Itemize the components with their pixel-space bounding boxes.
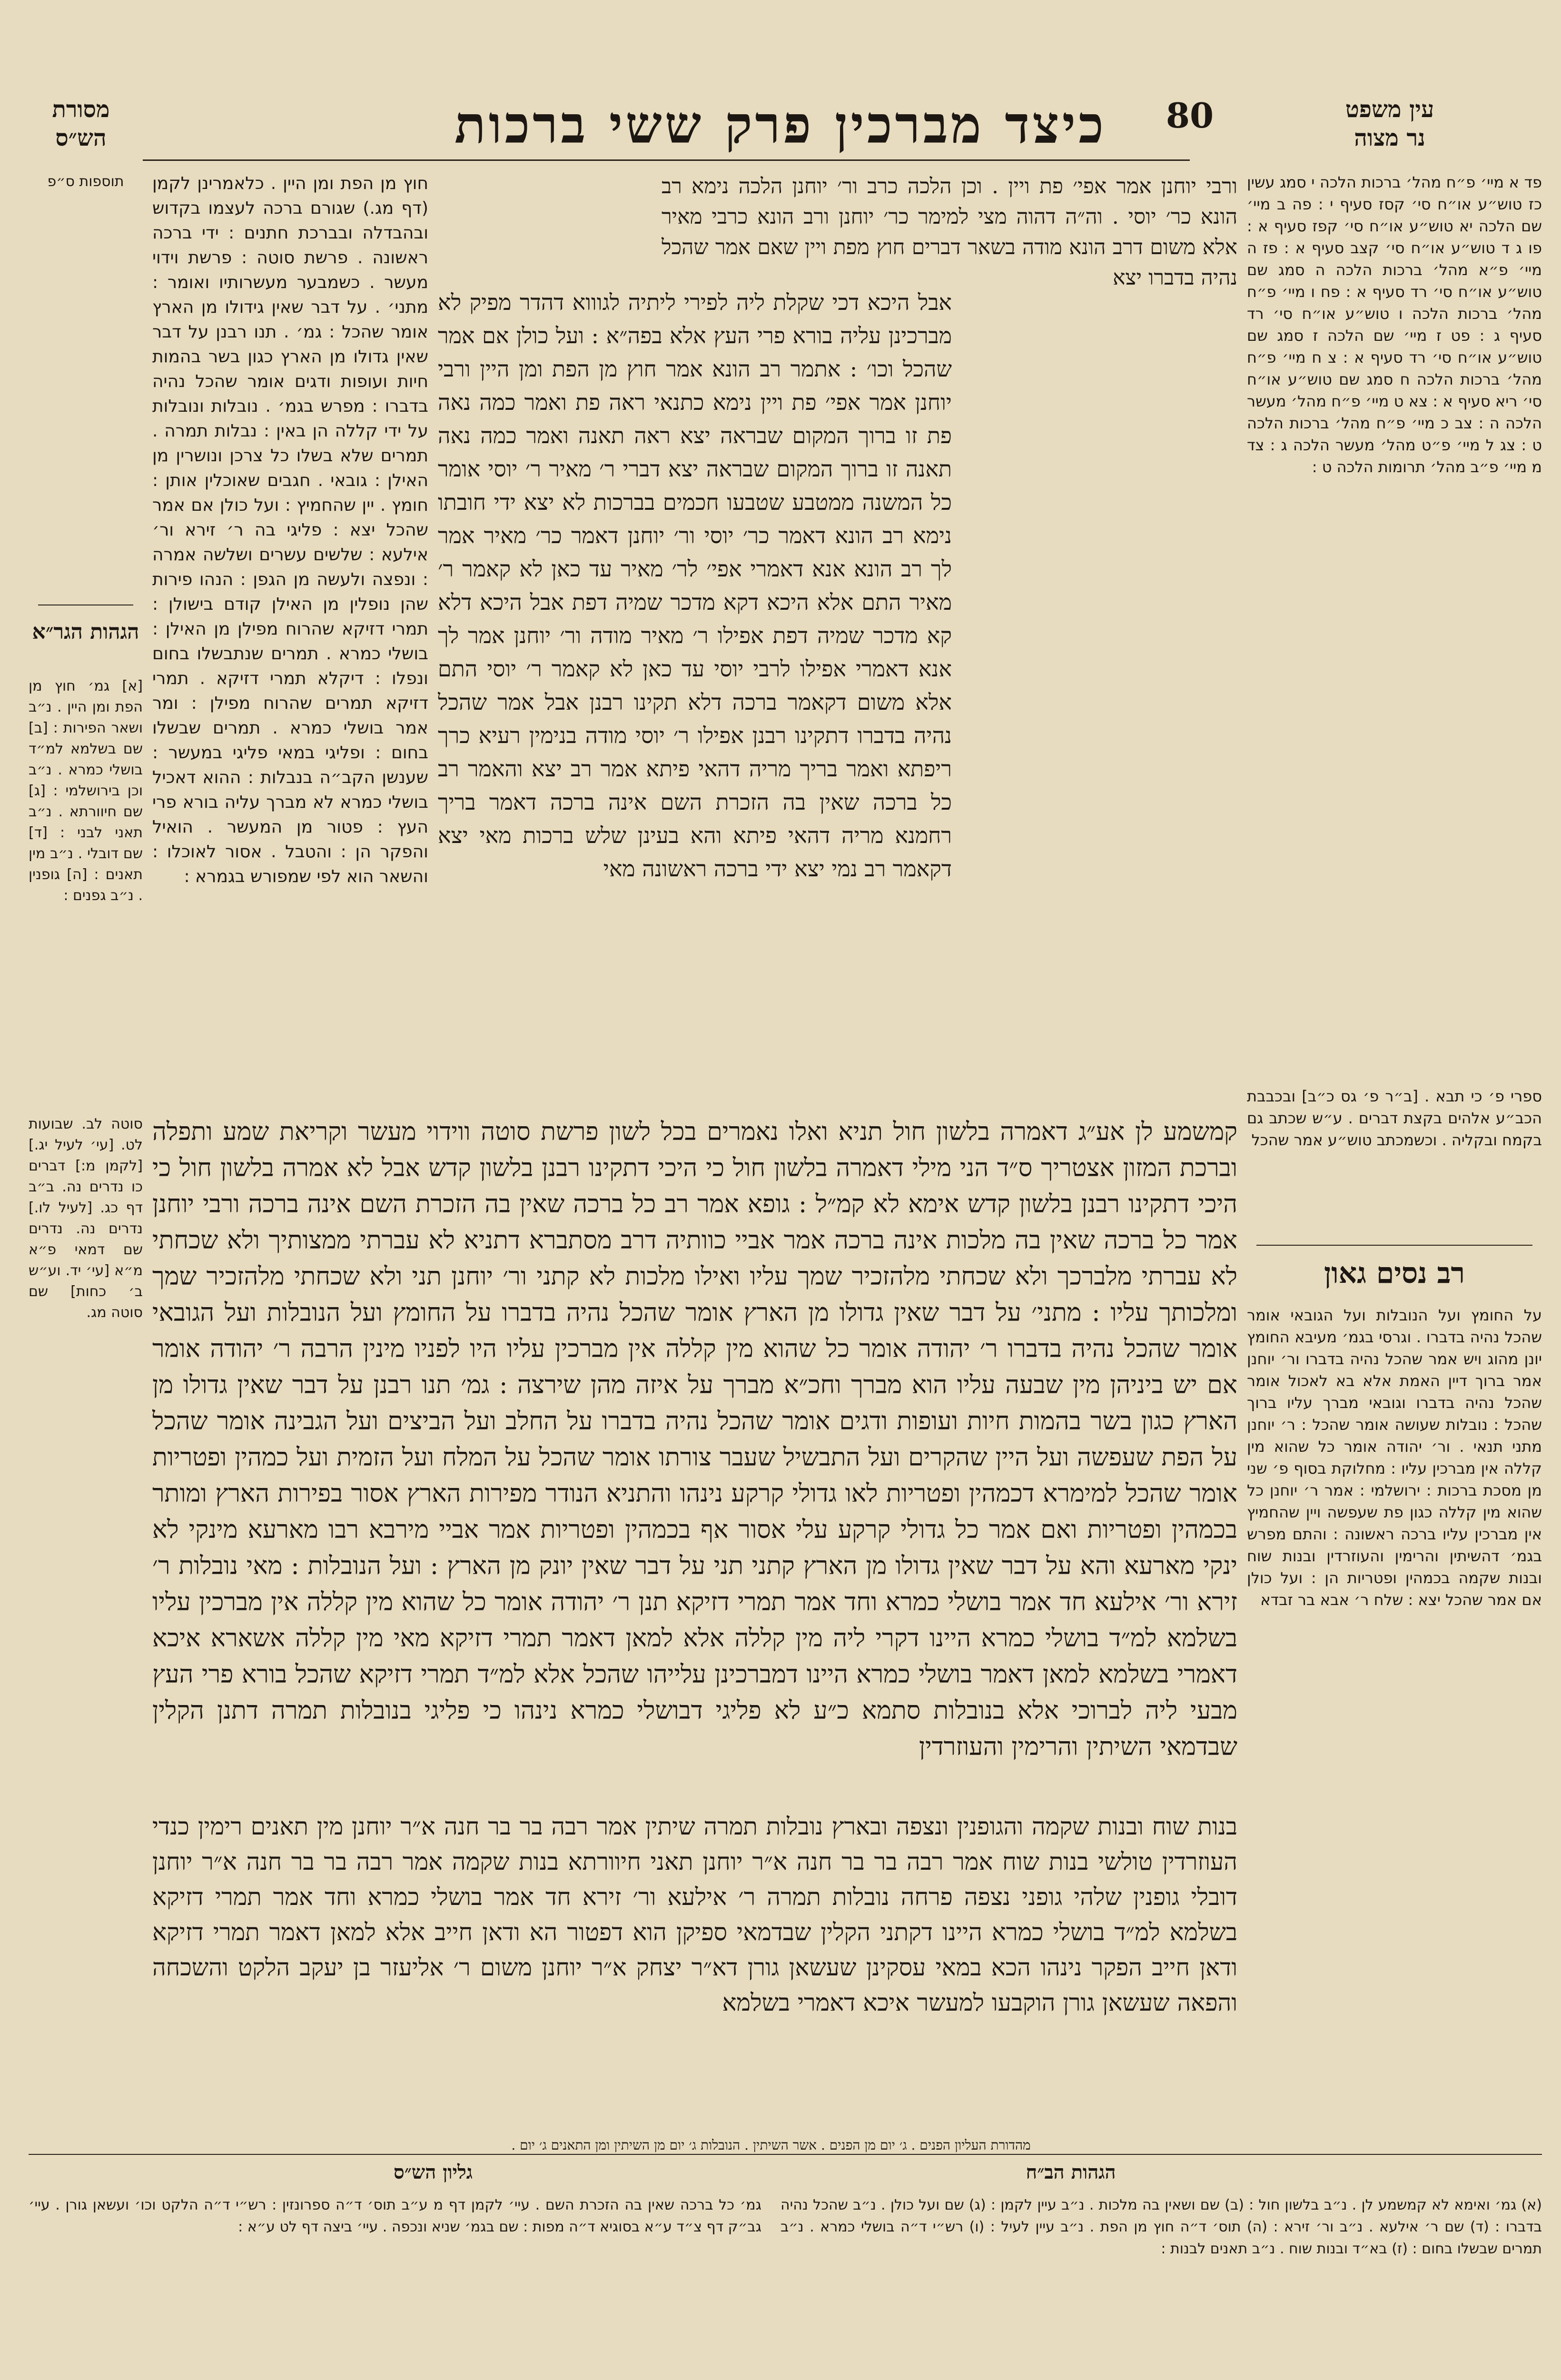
gilyon-hashas: גמ׳ כל ברכה שאין בה הזכרת השם . עיי׳ לקמן דף מ ע״ב תוס׳ ד״ה ספרונזין : רש״י ד״ה הלקט וכו׳ ועשאן גורן . עיי׳ גב״ק דף צ״ד ע״א בסוגיא ד״ה מפות : שם בגמ׳ שניא ונכפה . עיי׳ ביצה דף לט ע״א : [29, 2197, 761, 2235]
rashi-commentary: חוץ מן הפת ומן היין . כלאמרינן לקמן (דף מג.) שגורם ברכה לעצמו בקדוש ובהבדלה ובברכת חתנים : ידי ברכה ראשונה . פרשת סוטה : פרשת וידוי מעשר . כשמבער מעשרותיו ואומר : מתני׳ . על דבר שאין גידולו מן הארץ אומר שהכל : גמ׳ . תנו רבנן על דבר שאין גדולו מן הארץ כגון בשר בהמות חיות ועופות ודגים אומר שהכל נהיה בדברו : מפרש בגמ׳ . נובלות ונובלות על ידי קללה הן באין : נבלות תמרה . תמרים שלא בשלו כל צרכן ונושרין מן האילן : גובאי . חגבים שאוכלין אותן : חומץ . יין שהחמיץ : ועל כולן אם אמר שהכל יצא : פליגי בה ר׳ זירא ור׳ אילעא : שלשים עשרים ושלשה אמרה : ונפצה ולעשה מן הגפן : הנהו פירות שהן נופלין מן האילן קודם בישולן : תמרי דזיקא שהרוח מפילן מן האילן : בושלי כמרא . תמרים שנתבשלו בחום ונפלו : דיקלא תמרי דזיקא . תמרי דזיקא תמרים שהרוח מפילן : ומר אמר בושלי כמרא . תמרים שבשלו בחום : ופליגי במאי פליגי במעשר : שענשן הקב״ה בנבלות : ההוא דאכיל בושלי כמרא לא מברך עליה בורא פרי העץ : פטור מן המעשר . הואיל והפקר הן : והטבל . אסור לאוכלו : והשאר הוא לפי שמפורש בגמרא : [152, 174, 428, 886]
gemara-text: אבל היכא דכי שקלת ליה לפירי ליתיה לגוווא דהדר מפיק לא מברכינן עליה בורא פרי העץ אלא בפה״א : ועל כולן אם אמר שהכל וכו׳ : אתמר רב הונא אמר חוץ מן הפת ומן היין ורבי יוחנן אמר אפי׳ פת ויין נימא כתנאי ראה פת ואמר כמה נאה פת זו ברוך המקום שבראה יצא ראה תאנה ואמר כמה נאה תאנה זו ברוך המקום שבראה יצא דברי ר׳ מאיר ר׳ יוסי אומר כל המשנה ממטבע שטבעו חכמים בברכות לא יצא ידי חובתו נימא רב הונא דאמר כר׳ יוסי ור׳ יוחנן דאמר כר׳ מאיר אמר לך רב הונא אנא דאמרי אפי׳ לר׳ מאיר עד כאן לא קאמר ר׳ מאיר התם אלא היכא דקא מדכר שמיה דפת אבל היכא דלא קא מדכר שמיה דפת אפילו ר׳ מאיר מודה ור׳ יוחנן אמר לך אנא דאמרי אפילו לרבי יוסי עד כאן לא קאמר ר׳ יוסי התם אלא משום דקאמר ברכה דלא תקינו רבנן אבל אמר שהכל נהיה בדברו דתקינו רבנן אפילו ר׳ יוסי מודה בנימין רעיא כרך ריפתא ואמר בריך מריה דהאי פיתא אמר רב יצא והאמר רב כל ברכה שאין בה הזכרת השם אינה ברכה דאמר בריך רחמנא מריה דהאי פיתא והא בעינן שלש ברכות מאי יצא דקאמר רב נמי יצא ידי ברכה ראשונה מאי [438, 289, 952, 882]
gemara-top: ורבי יוחנן אמר אפי׳ פת ויין . וכן הלכה כרב ור׳ יוחנן הלכה נימא רב הונא כר׳ יוסי . וה״ה דהוה מצי למימר כר׳ יוחנן ורב הונא כרבי מאיר אלא משום דרב הונא מודה בשאר דברים חוץ מפת ויין שאם אמר שהכל נהיה בדברו יצא [662, 174, 1237, 290]
ein-mishpat-notes: פד א מיי׳ פ״ח מהל׳ ברכות הלכה י סמג עשין כז טוש״ע או״ח סי׳ קסז סעיף י : פה ב מיי׳ שם הלכה יא טוש״ע או״ח סי׳ קפז סעיף א : פו ג ד טוש״ע או״ח סי׳ קצב סעיף א : פז ה מיי׳ פ״א מהל׳ ברכות הלכה ה סמג שם טוש״ע או״ח סי׳ רד סעיף א : פח ו מיי׳ פ״ח מהל׳ ברכות הלכה ו טוש״ע או״ח סי׳ רד סעיף ג : פט ז מיי׳ שם הלכה ז סמג שם טוש״ע או״ח סי׳ רד סעיף א : צ ח מיי׳ פ״ח מהל׳ ברכות הלכה ח סמג שם טוש״ע או״ח סי׳ ריא סעיף א : צא ט מיי׳ פ״ח מהל׳ מעשר הלכה ה : צב כ מיי׳ פ״ח מהל׳ ברכות הלכה ט : צג ל מיי׳ פ״ט מהל׳ מעשר הלכה ג : צד מ מיי׳ פ״ב מהל׳ תרומות הלכה ט : [1247, 173, 1542, 476]
hagahot-hagra: [א] גמ׳ חוץ מן הפת ומן היין . נ״ב ושאר הפירות : [ב] שם בשלמא למ״ד בושלי כמרא . נ״ב וכן בירושלמי : [ג] שם חיוורתא . נ״ב תאני לבני : [ד] שם דובלי . נ״ב מין תאנים : [ה] גופנין . נ״ב גפנים : [29, 678, 143, 904]
rav-nissim-commentary: על החומץ ועל הנובלות ועל הגובאי אומר שהכל נהיה בדברו . וגרסי בגמ׳ מעיבא החומץ יונן מהוג ויש אמר שהכל נהיה בדברו ור׳ יוחנן אמר ברוך דיין האמת אלא בא לאכול אומר שהכל נהיה בדברו וגובאי מברך עליו ברוך שהכל : נובלות שעושה אומר שהכל : ר׳ יוחנן מתני תנאי . ור׳ יהודה אומר כל שהוא מין קללה אין מברכין עליו : מחלוקת בסוף פ׳ שני מן מסכת ברכות : ירושלמי : אמר ר׳ יוחנן כל שהוא מין קללה כגון פת שעפשה ויין שהחמיץ אין מברכין עליו ברכה ראשונה : והתם מפרש בגמ׳ דהשיתין והרימין והעוזרדין ובנות שוח ובנות שקמה בכמהין ופטריות הן : ועל כולן אם אמר שהכל יצא : שלח ר׳ אבא בר זבדא [1247, 1306, 1542, 1609]
gemara-lower-end: בנות שוח ובנות שקמה והגופנין ונצפה ובארץ נובלות תמרה שיתין אמר רבה בר בר חנה א״ר יוחנן מין תאנים רימין כנדי העוזרדין טולשי בנות שוח אמר רבה בר בר חנה א״ר יוחנן תאני חיוורתא בנות שקמה אמר רבה בר בר חנה א״ר יוחנן דובלי גופנין שלהי גופני נצפה פרחה נובלות תמרה ר׳ אילעא ור׳ זירא חד אמר בושלי כמרא וחד אמר תמרי דזיקא בשלמא למ״ד בושלי כמרא היינו דקתני הקלין שבדמאי ספיקן הוא דפטור הא ודאן חייב אלא למאן דאמר תמרי דזיקא ודאן חייב הפקר נינהו הכא במאי עסקינן שעשאן גורן דא״ר יצחק א״ר יוחנן משום ר׳ אליעזר בן יעקב הלקט והשכחה והפאה שעשאן גורן הוקבעו למעשר איכא דאמרי בשלמא [152, 1813, 1237, 2016]
hagahot-hagra-title: הגהות הגר״א [32, 620, 139, 644]
ein-mishpat-label: עין משפט נר מצוה [1345, 96, 1434, 151]
mesorat-hashas-notes: סוטה לב. שבועות לט. [עי׳ לעיל יג.] [לקמן מ:] דברים כו נדרים נה. ב״ב דף כג. [לעיל לו.] נדרים נה. נדרים שם דמאי פ״א מ״א [עי׳ יד. וע״ש ב׳ כחות] שם סוטה מג. [29, 1116, 143, 1321]
mesorat-hashas-label: מסורת הש״ס [52, 96, 110, 151]
gemara-lower: קמשמע לן אע״ג דאמרה בלשון חול תניא ואלו נאמרים בכל לשון פרשת סוטה ווידוי מעשר וקריאת שמע ותפלה וברכת המזון אצטריך ס״ד הני מילי דאמרה בלשון חול כי היכי דתקינו רבנן בלשון קדש אבל לא אמרה בלשון חול כי היכי דתקינו רבנן בלשון קדש אימא לא קמ״ל : גופא אמר רב כל ברכה שאין בה הזכרת השם אינה ברכה ורבי יוחנן אמר כל ברכה שאין בה מלכות אינה ברכה אמר אביי כוותיה דרב מסתברא דתניא לא עברתי ממצותיך ולא שכחתי לא עברתי מלברכך ולא שכחתי מלהזכיר שמך עליו ואילו מלכות לא קתני ור׳ יוחנן תני ולא שכחתי מלהזכיר שמך ומלכותך עליו : מתני׳ על דבר שאין גדולו מן הארץ אומר שהכל נהיה בדברו על החומץ ועל הנובלות ועל הגובאי אומר שהכל נהיה בדברו ר׳ יהודה אומר כל שהוא מין קללה אין מברכין עליו היו לפניו מינין הרבה ר׳ יהודה אומר אם יש ביניהן מין שבעה עליו הוא מברך וחכ״א מברך על איזה מהן שירצה : גמ׳ תנו רבנן על דבר שאין גדולו מן הארץ כגון בשר בהמות חיות ועופות ודגים אומר שהכל נהיה בדברו על החלב ועל הביצים ועל הגבינה אומר שהכל על הפת שעפשה ועל היין שהקרים ועל התבשיל שעבר צורתו אומר שהכל על המלח ועל הזמית ועל כמהין ופטריות אומר שהכל למימרא דכמהין ופטריות לאו גדולי קרקע נינהו והתניא הנודר מפירות הארץ אסור בפירות הארץ ומותר בכמהין ופטריות ואם אמר כל גדולי קרקע עלי אסור אף בכמהין ופטריות אמר אביי מירבא רבו מארעא מינקי לא ינקי מארעא והא על דבר שאין גדולו מן הארץ קתני תני על דבר שאין יונק מן הארץ : ועל הנובלות : מאי נובלות ר׳ זירא ור׳ אילעא חד אמר בושלי כמרא וחד אמר תמרי דזיקא תנן ר׳ יהודה אומר כל שהוא מין קללה אין מברכין עליו בשלמא למ״ד בושלי כמרא היינו דקרי ליה מין קללה אלא למאן דאמר תמרי דזיקא מאי מין קללה אשארא איכא דאמרי בשלמא למאן דאמר בושלי כמרא היינו דמברכינן עלייהו שהכל אלא למ״ד תמרי דזיקא שהכל בורא פרי העץ מבעי ליה לברוכי אלא בנובלות סתמא כ״ע לא פליגי דבושלי כמרא נינהו כי פליגי בנובלות תמרה דתנן הקלין שבדמאי השיתין והרימין והעוזרדין [152, 1118, 1237, 1761]
hagahot-habach-title: הגהות הב״ח [1026, 2161, 1116, 2183]
footer-rule [29, 2154, 1542, 2155]
tosafot-label: תוספות ס״פ [47, 173, 124, 190]
page-title: כיצד מברכין פרק ששי ברכות [454, 95, 1107, 155]
margin-right-lower-notes: ספרי פ׳ כי תבא . [ב״ר פ׳ גס כ״ב] ובכבבת הכב״ע אלהים בקצת דברים . ע״ש שכתב גם בקמח ובקליה . וכשמכתב טוש״ע אמר שהכל [1247, 1087, 1542, 1149]
rav-nissim-title: רב נסים גאון [1324, 1257, 1465, 1290]
rav-nissim-rule [1256, 1245, 1532, 1246]
edition-note: מהדורת העליון הפנים . ג׳ יום מן הפנים . אשר השיתין . הנובלות ג׳ יום מן השיתין ומן התאנים ג׳ יום . [511, 2137, 1031, 2153]
gilyon-hashas-title: גליון הש״ס [393, 2161, 473, 2183]
header-rule [143, 159, 1190, 161]
page-number: 80 [1166, 95, 1214, 136]
hagahot-habach: (א) גמ׳ ואימא לא קמשמע לן . נ״ב בלשון חול : (ב) שם ושאין בה מלכות . נ״ב עיין לקמן : (ג) שם ועל כולן . נ״ב שהכל נהיה בדברו : (ד) שם ר׳ אילעא . נ״ב ור׳ זירא : (ה) תוס׳ ד״ה חוץ מן הפת . נ״ב עיין לעיל : (ו) רש״י ד״ה בושלי כמרא . נ״ב תמרים שבשלו בחום : (ז) בא״ד ובנות שוח . נ״ב תאנים לבנות : [780, 2197, 1542, 2257]
